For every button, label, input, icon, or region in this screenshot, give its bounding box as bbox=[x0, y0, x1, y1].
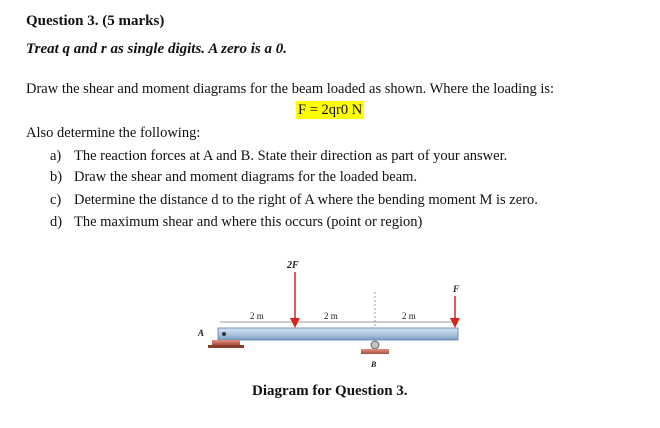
span-label: 2 m bbox=[250, 311, 264, 321]
support-b-label: B bbox=[371, 360, 377, 369]
list-item-label: b) bbox=[50, 169, 63, 185]
list-item-d bbox=[50, 214, 422, 231]
pin-a bbox=[222, 332, 226, 336]
beam bbox=[218, 328, 458, 340]
load-arrow-f bbox=[450, 296, 460, 328]
list-item-c bbox=[50, 192, 538, 209]
also-determine-text: Also determine the following: bbox=[26, 125, 201, 141]
support-a bbox=[208, 340, 244, 348]
list-item-text: The reaction forces at A and B. State their direction as part of your answer. bbox=[74, 148, 508, 164]
span-label: 2 m bbox=[402, 311, 416, 321]
list-item-a bbox=[50, 148, 507, 165]
span-label: 2 m bbox=[324, 311, 338, 321]
list-item-label: a) bbox=[50, 148, 62, 164]
support-b bbox=[361, 341, 389, 354]
load-label-2f: 2F bbox=[287, 260, 299, 271]
list-item-label: d) bbox=[50, 214, 63, 230]
loading-formula: F = 2qr0 N bbox=[298, 102, 363, 118]
figure-caption: Diagram for Question 3. bbox=[252, 383, 408, 399]
load-arrow-2f bbox=[290, 272, 300, 328]
beam-diagram bbox=[190, 250, 480, 375]
list-item-text: Draw the shear and moment diagrams for the loaded beam. bbox=[74, 169, 418, 185]
question-heading: Question 3. (5 marks) bbox=[26, 13, 165, 29]
list-item-text: The maximum shear and where this occurs (point or region) bbox=[74, 214, 423, 230]
list-item-b bbox=[50, 169, 417, 186]
instruction-text: Treat q and r as single digits. A zero is a 0. bbox=[26, 41, 288, 57]
dimension-lines bbox=[220, 292, 455, 328]
list-item-text: Determine the distance d to the right of A where the bending moment M is zero. bbox=[74, 192, 538, 208]
support-a-label: A bbox=[198, 328, 205, 338]
load-label-f: F bbox=[453, 284, 460, 294]
problem-statement: Draw the shear and moment diagrams for the beam loaded as shown. Where the loading is: bbox=[26, 81, 555, 97]
list-item-label: c) bbox=[50, 192, 62, 208]
